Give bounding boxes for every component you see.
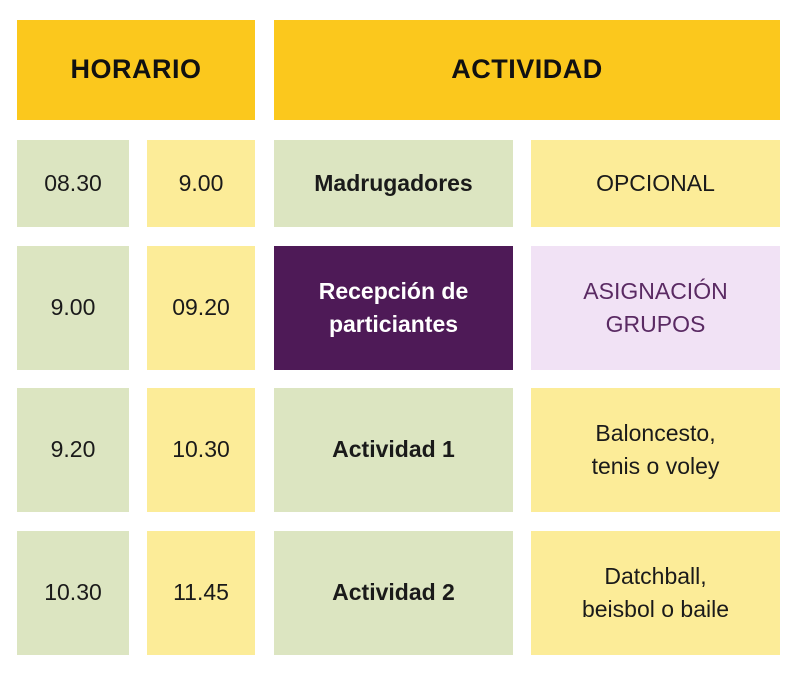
header-horario: HORARIO: [17, 20, 255, 120]
header-actividad: ACTIVIDAD: [274, 20, 780, 120]
detail-cell-highlight: ASIGNACIÓN GRUPOS: [531, 246, 780, 370]
activity-cell-highlight: Recepción de particiantes: [274, 246, 513, 370]
detail-cell: Datchball, beisbol o baile: [531, 531, 780, 655]
activity-cell: Actividad 2: [274, 531, 513, 655]
activity-cell: Actividad 1: [274, 388, 513, 512]
end-time-cell: 9.00: [147, 140, 255, 227]
end-time-cell: 10.30: [147, 388, 255, 512]
start-time-cell: 9.00: [17, 246, 129, 370]
detail-cell: Baloncesto, tenis o voley: [531, 388, 780, 512]
start-time-cell: 10.30: [17, 531, 129, 655]
end-time-cell: 11.45: [147, 531, 255, 655]
activity-cell: Madrugadores: [274, 140, 513, 227]
start-time-cell: 9.20: [17, 388, 129, 512]
start-time-cell: 08.30: [17, 140, 129, 227]
detail-cell: OPCIONAL: [531, 140, 780, 227]
end-time-cell: 09.20: [147, 246, 255, 370]
